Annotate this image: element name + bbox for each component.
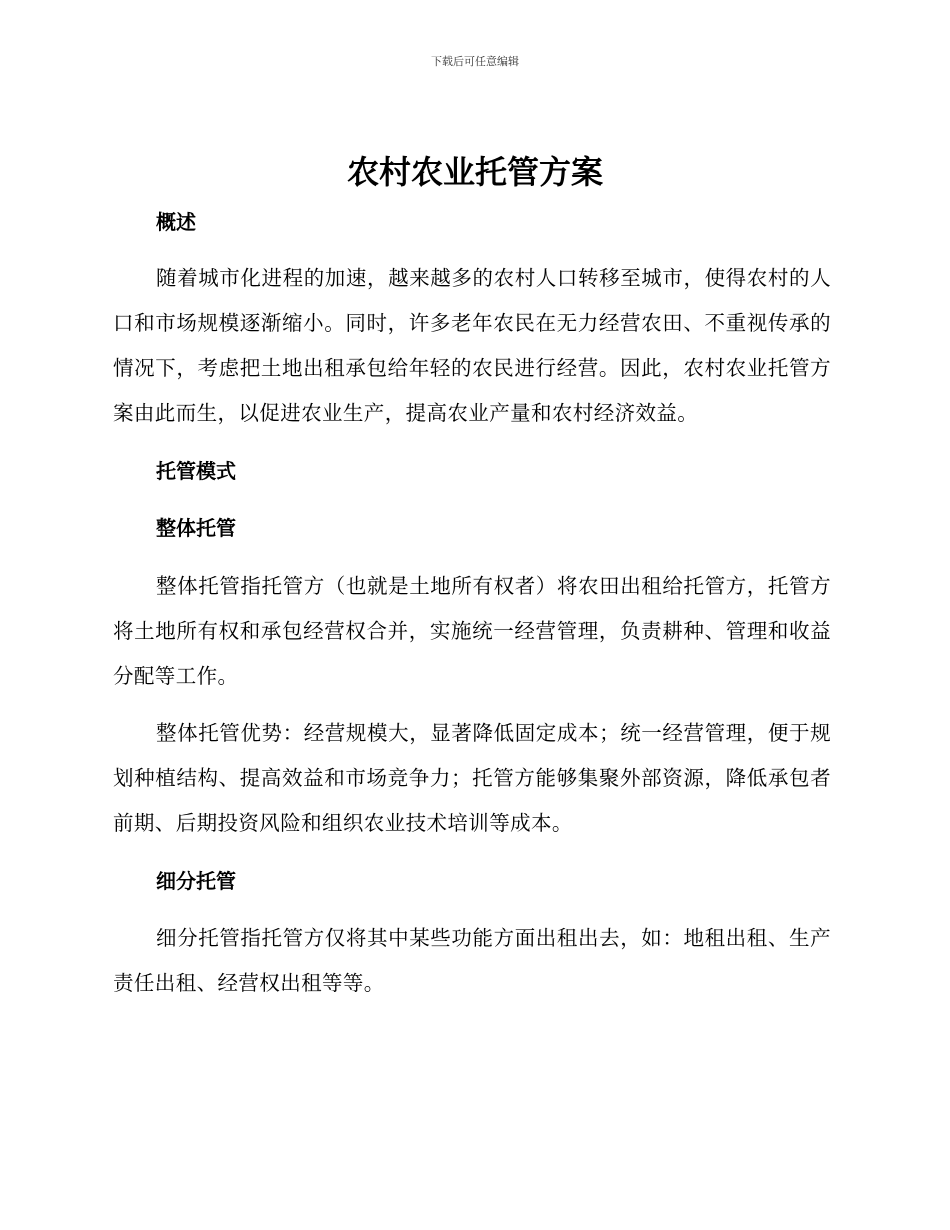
section-heading-whole: 整体托管 bbox=[156, 516, 236, 540]
section-heading-partial: 细分托管 bbox=[156, 869, 236, 893]
paragraph-whole-advantage: 整体托管优势：经营规模大，显著降低固定成本；统一经营管理，便于规划种植结构、提高效益和市场竞争力；托管方能够集聚外部资源，降低承包者前期、后期投资风险和组织农业技术培训等成本。 bbox=[113, 721, 831, 835]
document-title: 农村农业托管方案 bbox=[346, 153, 603, 191]
header-note: 下载后可任意编辑 bbox=[431, 55, 519, 68]
paragraph-partial: 细分托管指托管方仅将其中某些功能方面出租出去，如：地租出租、生产责任出租、经营权出租等等。 bbox=[113, 926, 831, 995]
section-heading-mode: 托管模式 bbox=[156, 459, 236, 483]
paragraph-overview: 随着城市化进程的加速，越来越多的农村人口转移至城市，使得农村的人口和市场规模逐渐缩小。同时，许多老年农民在无力经营农田、不重视传承的情况下，考虑把土地出租承包给年轻的农民进行经营。因此，农村农业托管方案由此而生，以促进农业生产，提高农业产量和农村经济效益。 bbox=[113, 266, 831, 425]
paragraph-whole: 整体托管指托管方（也就是土地所有权者）将农田出租给托管方，托管方将土地所有权和承包经营权合并，实施统一经营管理，负责耕种、管理和收益分配等工作。 bbox=[113, 574, 831, 688]
section-heading-overview: 概述 bbox=[156, 210, 196, 234]
